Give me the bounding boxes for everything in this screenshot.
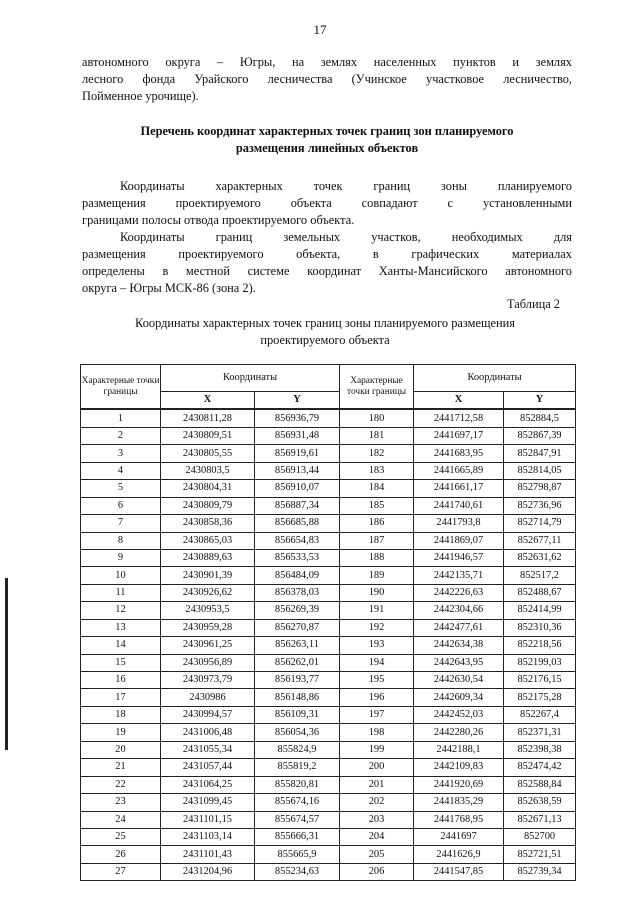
cell-y: 852721,51 bbox=[504, 846, 576, 863]
cell-x: 2431006,48 bbox=[161, 724, 255, 741]
cell-y: 852736,96 bbox=[504, 497, 576, 514]
cell-y: 852398,38 bbox=[504, 741, 576, 758]
cell-y: 852867,39 bbox=[504, 427, 576, 444]
cell-y: 852310,36 bbox=[504, 619, 576, 636]
cell-x: 2431101,15 bbox=[161, 811, 255, 828]
cell-x: 2441920,69 bbox=[414, 776, 504, 793]
cell-point: 196 bbox=[340, 689, 414, 706]
table-row bbox=[81, 794, 576, 811]
cell-y: 856931,48 bbox=[255, 427, 340, 444]
cell-x: 2441793,8 bbox=[414, 515, 504, 532]
table-row bbox=[81, 724, 576, 741]
paragraph-line: границами полосы отвода проектируемого объекта. bbox=[82, 213, 355, 227]
cell-point: 14 bbox=[81, 637, 161, 654]
cell-point: 202 bbox=[340, 794, 414, 811]
header-coordinates: Координаты bbox=[161, 365, 340, 392]
cell-point: 190 bbox=[340, 584, 414, 601]
paragraph-line: определены в местной системе координат Ханты-Мансийского автономного bbox=[82, 264, 572, 278]
cell-x: 2430805,55 bbox=[161, 445, 255, 462]
cell-y: 852517,2 bbox=[504, 567, 576, 584]
cell-y: 852700 bbox=[504, 828, 576, 845]
cell-point: 13 bbox=[81, 619, 161, 636]
table-row bbox=[81, 706, 576, 723]
cell-y: 856654,83 bbox=[255, 532, 340, 549]
cell-x: 2442280,26 bbox=[414, 724, 504, 741]
header-x: X bbox=[414, 392, 504, 410]
cell-point: 7 bbox=[81, 515, 161, 532]
cell-point: 189 bbox=[340, 567, 414, 584]
table-row bbox=[81, 567, 576, 584]
cell-x: 2442643,95 bbox=[414, 654, 504, 671]
cell-point: 183 bbox=[340, 462, 414, 479]
heading-line: размещения линейных объектов bbox=[235, 141, 419, 155]
cell-point: 15 bbox=[81, 654, 161, 671]
cell-y: 852638,59 bbox=[504, 794, 576, 811]
cell-x: 2430865,03 bbox=[161, 532, 255, 549]
scan-margin-mark bbox=[5, 578, 8, 750]
cell-x: 2442452,03 bbox=[414, 706, 504, 723]
table-header-row bbox=[81, 365, 576, 392]
cell-x: 2430973,79 bbox=[161, 672, 255, 689]
page-number: 17 bbox=[313, 22, 327, 37]
table-row bbox=[81, 759, 576, 776]
intro-paragraph bbox=[82, 54, 572, 105]
table-row bbox=[81, 515, 576, 532]
cell-x: 2441835,29 bbox=[414, 794, 504, 811]
table-row bbox=[81, 637, 576, 654]
cell-x: 2431057,44 bbox=[161, 759, 255, 776]
table-label: Таблица 2 bbox=[507, 297, 560, 311]
cell-point: 181 bbox=[340, 427, 414, 444]
cell-point: 205 bbox=[340, 846, 414, 863]
cell-x: 2430809,79 bbox=[161, 497, 255, 514]
cell-point: 16 bbox=[81, 672, 161, 689]
cell-x: 2430994,57 bbox=[161, 706, 255, 723]
cell-point: 200 bbox=[340, 759, 414, 776]
cell-y: 852176,15 bbox=[504, 672, 576, 689]
cell-y: 856378,03 bbox=[255, 584, 340, 601]
cell-point: 24 bbox=[81, 811, 161, 828]
cell-y: 855820,81 bbox=[255, 776, 340, 793]
cell-x: 2441665,89 bbox=[414, 462, 504, 479]
cell-point: 185 bbox=[340, 497, 414, 514]
cell-x: 2441740,61 bbox=[414, 497, 504, 514]
cell-point: 182 bbox=[340, 445, 414, 462]
cell-x: 2442226,63 bbox=[414, 584, 504, 601]
cell-x: 2441768,95 bbox=[414, 811, 504, 828]
cell-x: 2441683,95 bbox=[414, 445, 504, 462]
cell-y: 856262,01 bbox=[255, 654, 340, 671]
table-row bbox=[81, 602, 576, 619]
paragraph-line: размещения проектируемого объекта совпадают с установленными bbox=[82, 196, 572, 210]
cell-x: 2430811,28 bbox=[161, 409, 255, 427]
cell-x: 2430858,36 bbox=[161, 515, 255, 532]
cell-y: 856148,86 bbox=[255, 689, 340, 706]
coordinates-table bbox=[80, 364, 576, 881]
cell-point: 27 bbox=[81, 863, 161, 880]
caption-line: Координаты характерных точек границ зоны планируемого размещения bbox=[135, 316, 515, 330]
cell-x: 2442609,34 bbox=[414, 689, 504, 706]
cell-point: 187 bbox=[340, 532, 414, 549]
cell-x: 2441661,17 bbox=[414, 480, 504, 497]
table-row bbox=[81, 445, 576, 462]
table-row bbox=[81, 427, 576, 444]
cell-point: 11 bbox=[81, 584, 161, 601]
paragraph-line: Координаты границ земельных участков, необходимых для bbox=[120, 230, 572, 244]
table-row bbox=[81, 776, 576, 793]
cell-y: 856269,39 bbox=[255, 602, 340, 619]
cell-y: 856054,36 bbox=[255, 724, 340, 741]
cell-point: 21 bbox=[81, 759, 161, 776]
cell-y: 852671,13 bbox=[504, 811, 576, 828]
cell-y: 856913,44 bbox=[255, 462, 340, 479]
table-row bbox=[81, 480, 576, 497]
cell-x: 2430953,5 bbox=[161, 602, 255, 619]
cell-point: 12 bbox=[81, 602, 161, 619]
cell-x: 2430889,63 bbox=[161, 549, 255, 566]
cell-point: 22 bbox=[81, 776, 161, 793]
cell-x: 2442477,61 bbox=[414, 619, 504, 636]
cell-y: 852798,87 bbox=[504, 480, 576, 497]
cell-point: 201 bbox=[340, 776, 414, 793]
paragraph-line: округа – Югры МСК-86 (зона 2). bbox=[82, 281, 256, 295]
section-heading bbox=[82, 123, 572, 157]
cell-point: 195 bbox=[340, 672, 414, 689]
paragraph-land-plots bbox=[82, 229, 572, 297]
heading-line: Перечень координат характерных точек границ зон планируемого bbox=[140, 124, 514, 138]
cell-x: 2441697 bbox=[414, 828, 504, 845]
cell-x: 2441946,57 bbox=[414, 549, 504, 566]
table-row bbox=[81, 584, 576, 601]
table-row bbox=[81, 409, 576, 427]
cell-y: 852814,05 bbox=[504, 462, 576, 479]
cell-x: 2442135,71 bbox=[414, 567, 504, 584]
paragraph-line: размещения проектируемого объекта, в графических материалах bbox=[82, 247, 572, 261]
cell-point: 18 bbox=[81, 706, 161, 723]
cell-x: 2431101,43 bbox=[161, 846, 255, 863]
cell-point: 9 bbox=[81, 549, 161, 566]
cell-point: 199 bbox=[340, 741, 414, 758]
cell-y: 852175,28 bbox=[504, 689, 576, 706]
cell-x: 2430804,31 bbox=[161, 480, 255, 497]
cell-point: 203 bbox=[340, 811, 414, 828]
table-row bbox=[81, 497, 576, 514]
cell-x: 2430986 bbox=[161, 689, 255, 706]
cell-y: 856919,61 bbox=[255, 445, 340, 462]
cell-point: 198 bbox=[340, 724, 414, 741]
cell-y: 856910,07 bbox=[255, 480, 340, 497]
cell-y: 856533,53 bbox=[255, 549, 340, 566]
cell-point: 5 bbox=[81, 480, 161, 497]
header-points: Характерные точки границы bbox=[81, 365, 161, 410]
cell-point: 2 bbox=[81, 427, 161, 444]
cell-point: 191 bbox=[340, 602, 414, 619]
table-body bbox=[81, 409, 576, 880]
cell-y: 852677,11 bbox=[504, 532, 576, 549]
intro-line: автономного округа – Югры, на землях населенных пунктов и землях bbox=[82, 55, 572, 69]
cell-y: 856193,77 bbox=[255, 672, 340, 689]
cell-x: 2430901,39 bbox=[161, 567, 255, 584]
cell-y: 852488,67 bbox=[504, 584, 576, 601]
table-caption bbox=[60, 315, 590, 349]
cell-y: 855819,2 bbox=[255, 759, 340, 776]
table-row bbox=[81, 654, 576, 671]
header-y: Y bbox=[504, 392, 576, 410]
header-y: Y bbox=[255, 392, 340, 410]
cell-y: 856263,11 bbox=[255, 637, 340, 654]
table-row bbox=[81, 532, 576, 549]
cell-x: 2430959,28 bbox=[161, 619, 255, 636]
cell-x: 2441547,85 bbox=[414, 863, 504, 880]
cell-point: 3 bbox=[81, 445, 161, 462]
cell-y: 852631,62 bbox=[504, 549, 576, 566]
cell-x: 2442634,38 bbox=[414, 637, 504, 654]
cell-point: 19 bbox=[81, 724, 161, 741]
cell-x: 2442109,83 bbox=[414, 759, 504, 776]
cell-point: 25 bbox=[81, 828, 161, 845]
cell-x: 2431204,96 bbox=[161, 863, 255, 880]
header-coordinates: Координаты bbox=[414, 365, 576, 392]
cell-y: 855666,31 bbox=[255, 828, 340, 845]
cell-point: 8 bbox=[81, 532, 161, 549]
cell-point: 1 bbox=[81, 409, 161, 427]
cell-point: 23 bbox=[81, 794, 161, 811]
cell-y: 852474,42 bbox=[504, 759, 576, 776]
table-row bbox=[81, 619, 576, 636]
cell-point: 186 bbox=[340, 515, 414, 532]
cell-y: 856936,79 bbox=[255, 409, 340, 427]
cell-x: 2441712,58 bbox=[414, 409, 504, 427]
cell-y: 852199,03 bbox=[504, 654, 576, 671]
paragraph-zone-coordinates bbox=[82, 178, 572, 229]
cell-x: 2431099,45 bbox=[161, 794, 255, 811]
cell-x: 2442304,66 bbox=[414, 602, 504, 619]
cell-point: 10 bbox=[81, 567, 161, 584]
cell-point: 180 bbox=[340, 409, 414, 427]
cell-y: 852714,79 bbox=[504, 515, 576, 532]
cell-x: 2442188,1 bbox=[414, 741, 504, 758]
cell-point: 197 bbox=[340, 706, 414, 723]
cell-y: 856685,88 bbox=[255, 515, 340, 532]
cell-x: 2430803,5 bbox=[161, 462, 255, 479]
paragraph-line: Координаты характерных точек границ зоны планируемого bbox=[120, 179, 572, 193]
cell-x: 2441869,07 bbox=[414, 532, 504, 549]
cell-x: 2441697,17 bbox=[414, 427, 504, 444]
cell-y: 852847,91 bbox=[504, 445, 576, 462]
cell-x: 2430809,51 bbox=[161, 427, 255, 444]
cell-y: 852371,31 bbox=[504, 724, 576, 741]
cell-y: 852218,56 bbox=[504, 637, 576, 654]
table-row bbox=[81, 811, 576, 828]
cell-point: 192 bbox=[340, 619, 414, 636]
cell-point: 193 bbox=[340, 637, 414, 654]
table-row bbox=[81, 846, 576, 863]
cell-point: 17 bbox=[81, 689, 161, 706]
cell-point: 204 bbox=[340, 828, 414, 845]
cell-y: 856484,09 bbox=[255, 567, 340, 584]
table-row bbox=[81, 672, 576, 689]
cell-y: 856109,31 bbox=[255, 706, 340, 723]
cell-x: 2431055,34 bbox=[161, 741, 255, 758]
cell-point: 20 bbox=[81, 741, 161, 758]
cell-x: 2441626,9 bbox=[414, 846, 504, 863]
table-row bbox=[81, 549, 576, 566]
cell-y: 855674,16 bbox=[255, 794, 340, 811]
cell-y: 855665,9 bbox=[255, 846, 340, 863]
intro-line: Пойменное урочище). bbox=[82, 89, 199, 103]
table-row bbox=[81, 741, 576, 758]
cell-y: 856270,87 bbox=[255, 619, 340, 636]
cell-x: 2431103,14 bbox=[161, 828, 255, 845]
cell-x: 2431064,25 bbox=[161, 776, 255, 793]
cell-x: 2430956,89 bbox=[161, 654, 255, 671]
cell-y: 855234,63 bbox=[255, 863, 340, 880]
cell-point: 4 bbox=[81, 462, 161, 479]
cell-y: 852884,5 bbox=[504, 409, 576, 427]
cell-point: 6 bbox=[81, 497, 161, 514]
cell-y: 855674,57 bbox=[255, 811, 340, 828]
header-points: Характерные точки границы bbox=[340, 365, 414, 410]
cell-y: 855824,9 bbox=[255, 741, 340, 758]
caption-line: проектируемого объекта bbox=[260, 333, 390, 347]
cell-point: 194 bbox=[340, 654, 414, 671]
cell-y: 856887,34 bbox=[255, 497, 340, 514]
cell-x: 2442630,54 bbox=[414, 672, 504, 689]
cell-y: 852739,34 bbox=[504, 863, 576, 880]
cell-point: 26 bbox=[81, 846, 161, 863]
table-row bbox=[81, 828, 576, 845]
cell-y: 852267,4 bbox=[504, 706, 576, 723]
cell-y: 852414,99 bbox=[504, 602, 576, 619]
intro-line: лесного фонда Урайского лесничества (Учинское участковое лесничество, bbox=[82, 72, 572, 86]
cell-x: 2430926,62 bbox=[161, 584, 255, 601]
table-row bbox=[81, 689, 576, 706]
cell-point: 188 bbox=[340, 549, 414, 566]
table-row bbox=[81, 863, 576, 880]
header-x: X bbox=[161, 392, 255, 410]
cell-y: 852588,84 bbox=[504, 776, 576, 793]
table-row bbox=[81, 462, 576, 479]
cell-x: 2430961,25 bbox=[161, 637, 255, 654]
cell-point: 184 bbox=[340, 480, 414, 497]
cell-point: 206 bbox=[340, 863, 414, 880]
